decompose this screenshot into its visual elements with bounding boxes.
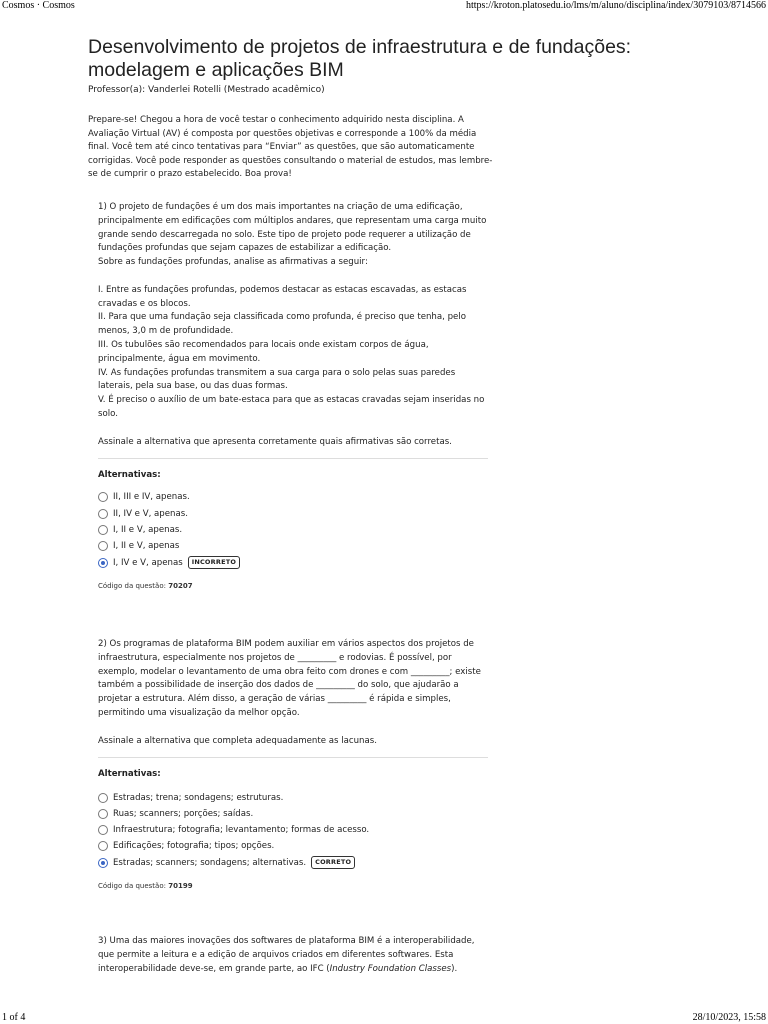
question-line: principalmente, água em movimento. [98,353,261,364]
print-header [0,0,768,12]
radio-button-selected[interactable] [98,558,108,568]
question-line: 2) Os programas de plataforma BIM podem auxiliar em vários aspectos dos projetos de [98,639,474,649]
alternatives-list [98,489,490,570]
alternative-option[interactable] [98,838,490,854]
question-2 [98,638,490,890]
question-line: 3) Uma das maiores inovações dos softwares de plataforma BIM é a interoperabilidade, [98,936,475,946]
alternative-label: Infraestrutura; fotografia; levantamento; formas de acesso. [113,825,370,836]
question-instruction: Assinale a alternativa que apresenta corretamente quais afirmativas são corretas. [98,436,452,447]
question-line-text: ). [451,963,458,974]
radio-button[interactable] [98,541,108,551]
alternative-label: Estradas; trena; sondagens; estruturas. [113,792,284,803]
question-line: principalmente em edificações com múltiplos andares, que representam uma carga muito [98,215,487,226]
question-line: exemplo, modelar o levantamento de uma obra feito com drones e com _________; existe [98,666,481,677]
intro-line: Avaliação Virtual (AV) é composta por questões objetivas e corresponde a 100% da média [88,128,477,139]
intro-line: se de cumprir o prazo estabelecido. Boa prova! [88,169,292,180]
radio-button[interactable] [98,825,108,835]
alternatives-list [98,789,490,870]
alternative-option[interactable] [98,522,490,538]
ifc-term: Industry Foundation Classes [329,963,452,974]
page-content [88,36,632,182]
alternative-option[interactable] [98,806,490,822]
alternative-label: I, II e V, apenas [113,541,180,552]
question-3 [98,935,490,976]
question-code-value: 70199 [168,881,193,890]
radio-button[interactable] [98,492,108,502]
alternative-option[interactable] [98,822,490,838]
alternative-option[interactable] [98,789,490,805]
question-line: fundações profundas que sejam capazes de estabilizar a edificação. [98,243,392,254]
question-line [98,963,490,977]
question-line: cravadas e os blocos. [98,298,191,309]
page-title [88,36,688,82]
question-line: também a possibilidade de inserção dos dados de _________ do solo, que ajudarão a [98,680,459,691]
question-code [98,882,490,890]
question-line: laterais, pela sua base, ou das duas formas. [98,381,288,392]
question-code-value: 70207 [168,581,193,590]
alternative-label: Ruas; scanners; porções; saídas. [113,808,254,819]
question-instruction: Assinale a alternativa que completa adequadamente as lacunas. [98,735,377,746]
print-header-title: Cosmos · Cosmos [2,0,75,11]
correct-badge: CORRETO [311,856,355,869]
question-2-text [98,638,490,748]
question-line: solo. [98,408,118,419]
radio-button-selected[interactable] [98,858,108,868]
question-3-text [98,935,490,976]
alternatives-title: Alternativas: [98,769,161,780]
alternatives-title: Alternativas: [98,470,161,481]
radio-button[interactable] [98,525,108,535]
question-line: permitindo uma visualização da melhor opção. [98,707,300,718]
intro-line: final. Você tem até cinco tentativas para “Enviar” as questões, que são automaticamente [88,142,475,153]
radio-button[interactable] [98,793,108,803]
question-line: III. Os tubulões são recomendados para locais onde existam corpos de água, [98,339,429,350]
alternative-label: Estradas; scanners; sondagens; alternativas. [113,857,307,868]
page-number: 1 of 4 [2,1012,26,1023]
radio-button[interactable] [98,809,108,819]
question-line: menos, 3,0 m de profundidade. [98,326,234,337]
question-line: grande sendo descarregada no solo. Este tipo de projeto pode requerer a utilização de [98,229,471,240]
question-code-label: Código da questão: [98,581,166,590]
question-line: 1) O projeto de fundações é um dos mais importantes na criação de uma edificação, [98,202,463,212]
alternative-label: I, IV e V, apenas [113,557,183,568]
question-code [98,582,490,590]
print-header-url: https://kroton.platosedu.io/lms/m/aluno/disciplina/index/3079103/8714566 [466,0,766,11]
radio-button[interactable] [98,841,108,851]
alternative-label: Edificações; fotografia; tipos; opções. [113,841,275,852]
alternative-label: II, IV e V, apenas. [113,508,188,519]
incorrect-badge: INCORRETO [188,556,240,569]
print-footer [0,1012,768,1024]
question-line: I. Entre as fundações profundas, podemos destacar as estacas escavadas, as estacas [98,284,467,295]
divider [98,757,488,758]
alternative-label: I, II e V, apenas. [113,525,183,536]
question-line-text: interoperabilidade deve-se, em grande parte, ao IFC ( [98,963,330,974]
page-title-line2: modelagem e aplicações BIM [88,59,344,81]
page-title-line1: Desenvolvimento de projetos de infraestrutura e de fundações: [88,36,632,58]
print-datetime: 28/10/2023, 15:58 [692,1012,766,1023]
question-line: IV. As fundações profundas transmitem a sua carga para o solo pelas suas paredes [98,367,456,378]
alternative-label: II, III e IV, apenas. [113,492,190,503]
radio-button[interactable] [98,509,108,519]
alternative-option[interactable] [98,538,490,554]
divider [98,458,488,459]
intro-text [88,114,496,182]
question-line: projetar a estrutura. Além disso, a geração de várias _________ é rápida e simples, [98,694,451,705]
question-line: V. É preciso o auxílio de um bate-estaca para que as estacas cravadas sejam inseridas no [98,395,485,406]
alternative-option[interactable] [98,489,490,505]
intro-line: corrigidas. Você pode responder as questões consultando o material de estudos, mas lembre- [88,155,493,166]
question-line: que permite a leitura e a edição de arquivos criados em diferentes softwares. Esta [98,949,454,960]
question-1-text [98,201,490,449]
question-line: II. Para que uma fundação seja classificada como profunda, é preciso que tenha, pelo [98,312,466,323]
question-code-label: Código da questão: [98,881,166,890]
professor-label: Professor(a): Vanderlei Rotelli (Mestrado acadêmico) [88,85,325,95]
intro-line: Prepare-se! Chegou a hora de você testar o conhecimento adquirido nesta disciplina. A [88,115,464,125]
question-1 [98,201,490,590]
question-line: Sobre as fundações profundas, analise as afirmativas a seguir: [98,257,368,268]
question-line: infraestrutura, especialmente nos projetos de _________ e rodovias. É possível, por [98,652,452,663]
alternative-option-selected[interactable] [98,855,490,871]
alternative-option[interactable] [98,506,490,522]
alternative-option-selected[interactable] [98,555,490,571]
